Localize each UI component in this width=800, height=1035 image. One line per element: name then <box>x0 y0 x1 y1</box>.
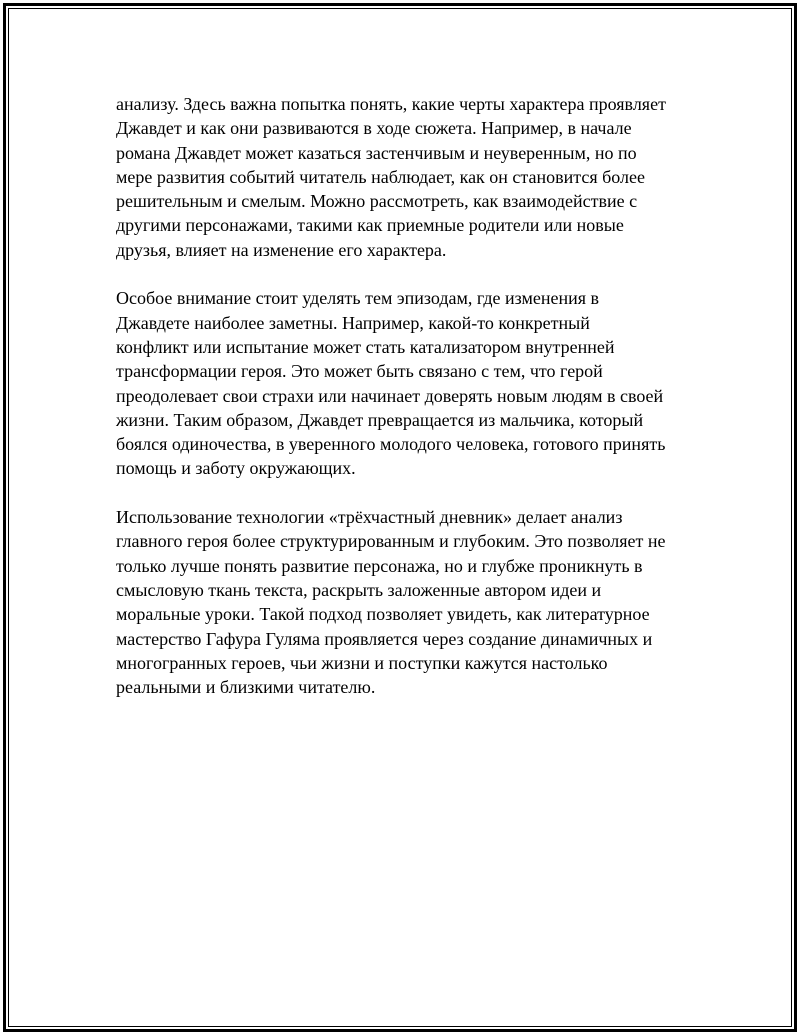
document-body <box>116 92 696 724</box>
paragraph-1: анализу. Здесь важна попытка понять, какие черты характера проявляет Джавдет и как они развиваются в ходе сюжета. Например, в начале романа Джавдет может казаться застенчивым и неуверенным, но по мере развития событий читатель наблюдает, как он становится более решительным и смелым. Можно рассмотреть, как взаимодействие с другими персонажами, такими как приемные родители или новые друзья, влияет на изменение его характера. <box>116 94 666 260</box>
paragraph-2: Особое внимание стоит уделять тем эпизодам, где изменения в Джавдете наиболее заметны. Например, какой-то конкретный конфликт или испытание может стать катализатором внутренней трансформации героя. Это может быть связано с тем, что герой преодолевает свои страхи или начинает доверять новым людям в своей жизни. Таким образом, Джавдет превращается из мальчика, который боялся одиночества, в уверенного молодого человека, готового принять помощь и заботу окружающих. <box>116 288 666 479</box>
paragraph-3: Использование технологии «трёхчастный дневник» делает анализ главного героя более структурированным и глубоким. Это позволяет не только лучше понять развитие персонажа, но и глубже проникнуть в смысловую ткань текста, раскрыть заложенные автором идеи и моральные уроки. Такой подход позволяет увидеть, как литературное мастерство Гафура Гуляма проявляется через создание динамичных и многогранных героев, чьи жизни и поступки кажутся настолько реальными и близкими читателю. <box>116 507 666 698</box>
